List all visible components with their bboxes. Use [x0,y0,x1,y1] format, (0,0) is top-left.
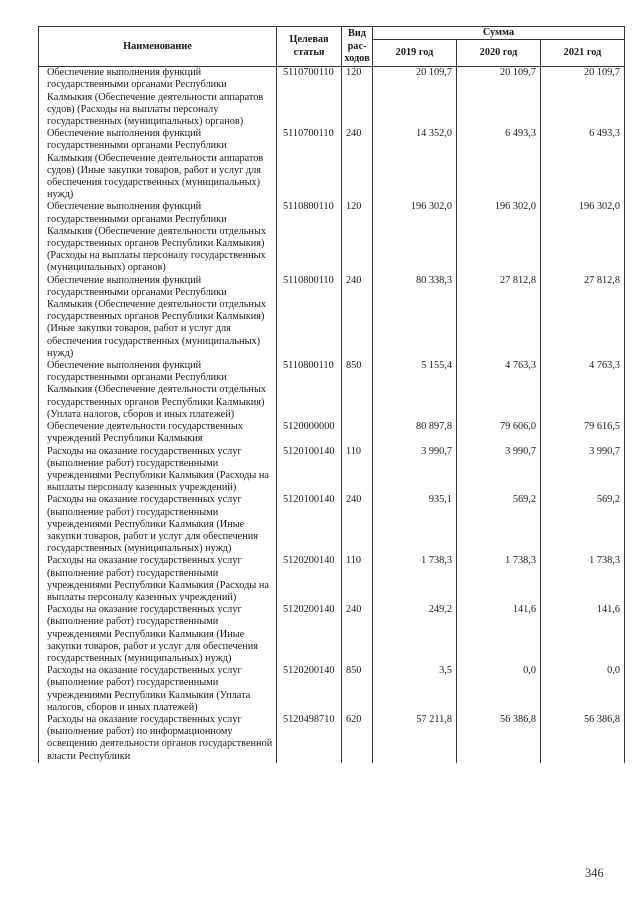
table-row [39,446,625,495]
row-vid: 850 [342,360,373,421]
row-code: 5120100140 [277,446,342,495]
row-2019: 80 338,3 [373,275,457,360]
row-code: 5110800110 [277,201,342,274]
table-row [39,360,625,421]
row-2021: 569,2 [541,494,625,555]
row-2020: 27 812,8 [457,275,541,360]
row-2020: 56 386,8 [457,714,541,763]
header-name: Наименование [39,27,277,67]
row-name: Расходы на оказание государственных услуг (выполнение работ) государственными учреждениями Республики Калмыкия (Расходы на выплаты персоналу казенных учреждений) [39,446,277,495]
row-2021: 56 386,8 [541,714,625,763]
row-code: 5120498710 [277,714,342,763]
row-2019: 3 990,7 [373,446,457,495]
table-row [39,421,625,445]
row-2021: 0,0 [541,665,625,714]
row-2021: 1 738,3 [541,555,625,604]
row-2019: 3,5 [373,665,457,714]
row-code: 5120200140 [277,604,342,665]
row-code: 5120200140 [277,555,342,604]
table-header [39,27,625,67]
row-code: 5110800110 [277,360,342,421]
table-row [39,494,625,555]
row-2021: 20 109,7 [541,67,625,129]
header-vid: Вид рас-ходов [342,27,373,67]
row-2021: 27 812,8 [541,275,625,360]
table-row [39,201,625,274]
row-name: Расходы на оказание государственных услуг (выполнение работ) государственными учреждениями Республики Калмыкия (Иные закупки товаров, работ и услуг для обеспечения государственных (муниципальных) нужд) [39,494,277,555]
row-2019: 249,2 [373,604,457,665]
table-row [39,128,625,201]
header-sum: Сумма [373,27,625,40]
row-vid: 120 [342,67,373,129]
row-2020: 0,0 [457,665,541,714]
row-2020: 79 606,0 [457,421,541,445]
row-2020: 569,2 [457,494,541,555]
row-code: 5120100140 [277,494,342,555]
row-vid: 110 [342,555,373,604]
row-2021: 3 990,7 [541,446,625,495]
row-2019: 1 738,3 [373,555,457,604]
row-2020: 4 763,3 [457,360,541,421]
row-name: Обеспечение выполнения функций государственными органами Республики Калмыкия (Обеспечение деятельности аппаратов судов) (Расходы на выплаты персоналу государственных (муниципальных) органов) [39,67,277,129]
row-name: Обеспечение выполнения функций государственными органами Республики Калмыкия (Обеспечение деятельности отдельных государственных органов Республики Калмыкия) (Иные закупки товаров, работ и услуг для обеспечения государственных (муниципальных) нужд) [39,275,277,360]
row-2020: 1 738,3 [457,555,541,604]
row-2020: 141,6 [457,604,541,665]
row-2019: 5 155,4 [373,360,457,421]
row-vid: 240 [342,494,373,555]
row-name: Расходы на оказание государственных услуг (выполнение работ) государственными учреждениями Республики Калмыкия (Расходы на выплаты персоналу казенных учреждений) [39,555,277,604]
row-name: Обеспечение выполнения функций государственными органами Республики Калмыкия (Обеспечение деятельности аппаратов судов) (Иные закупки товаров, работ и услуг для обеспечения государственных (муниципальных) нужд) [39,128,277,201]
row-vid [342,421,373,445]
table-row [39,604,625,665]
header-2020: 2020 год [457,40,541,67]
header-2019: 2019 год [373,40,457,67]
row-vid: 110 [342,446,373,495]
budget-table [38,26,625,763]
row-2021: 4 763,3 [541,360,625,421]
row-2019: 57 211,8 [373,714,457,763]
row-vid: 240 [342,128,373,201]
row-2020: 3 990,7 [457,446,541,495]
page-number: 346 [585,866,604,880]
row-2019: 20 109,7 [373,67,457,129]
row-2021: 6 493,3 [541,128,625,201]
row-name: Обеспечение деятельности государственных учреждений Республики Калмыкия [39,421,277,445]
row-code: 5110700110 [277,67,342,129]
row-name: Обеспечение выполнения функций государственными органами Республики Калмыкия (Обеспечение деятельности отдельных государственных органов Республики Калмыкия) (Расходы на выплаты персоналу государственных (муниципальных) органов) [39,201,277,274]
row-code: 5120200140 [277,665,342,714]
row-vid: 240 [342,604,373,665]
row-vid: 620 [342,714,373,763]
table-row [39,67,625,129]
row-vid: 240 [342,275,373,360]
table-row [39,555,625,604]
row-2019: 14 352,0 [373,128,457,201]
row-2019: 80 897,8 [373,421,457,445]
row-2020: 196 302,0 [457,201,541,274]
row-name: Обеспечение выполнения функций государственными органами Республики Калмыкия (Обеспечение деятельности отдельных государственных органов Республики Калмыкия) (Уплата налогов, сборов и иных платежей) [39,360,277,421]
row-2020: 20 109,7 [457,67,541,129]
row-name: Расходы на оказание государственных услуг (выполнение работ) по информационному освещению деятельности органов государственной власти Республики [39,714,277,763]
header-code: Целевая статья [277,27,342,67]
row-2020: 6 493,3 [457,128,541,201]
row-vid: 850 [342,665,373,714]
row-name: Расходы на оказание государственных услуг (выполнение работ) государственными учреждениями Республики Калмыкия (Иные закупки товаров, работ и услуг для обеспечения государственных (муниципальных) нужд) [39,604,277,665]
table-row [39,275,625,360]
table-row [39,714,625,763]
row-name: Расходы на оказание государственных услуг (выполнение работ) государственными учреждениями Республики Калмыкия (Уплата налогов, сборов и иных платежей) [39,665,277,714]
row-2021: 196 302,0 [541,201,625,274]
row-code: 5110700110 [277,128,342,201]
row-code: 5110800110 [277,275,342,360]
row-2019: 935,1 [373,494,457,555]
row-2021: 79 616,5 [541,421,625,445]
row-vid: 120 [342,201,373,274]
row-2021: 141,6 [541,604,625,665]
header-2021: 2021 год [541,40,625,67]
table-row [39,665,625,714]
row-2019: 196 302,0 [373,201,457,274]
row-code: 5120000000 [277,421,342,445]
table-body [39,67,625,763]
